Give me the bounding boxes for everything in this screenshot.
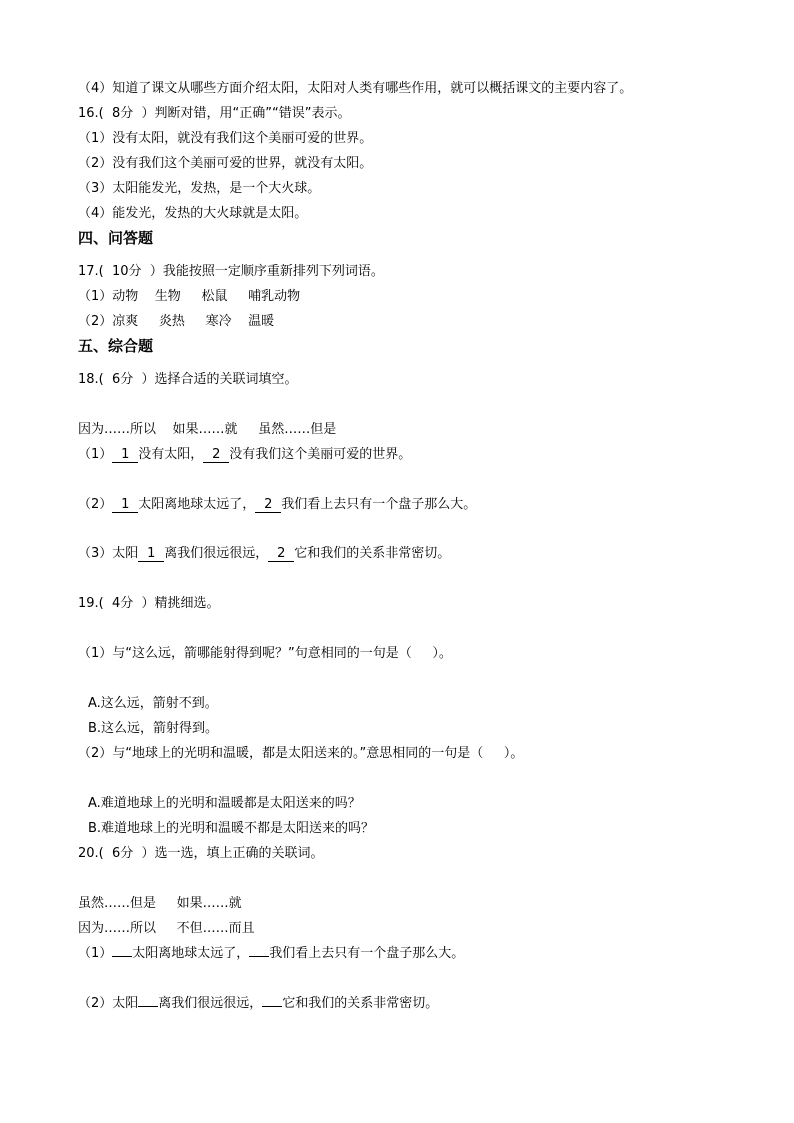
q17-header: 17.( 10分 ）我能按照一定顺序重新排列下列词语。	[78, 264, 384, 279]
blank-2[interactable]: 2	[203, 448, 229, 463]
q19-header: 19.( 4分 ）精挑细选。	[78, 596, 220, 611]
q18-sentence-2: （2） 1 太阳离地球太远了， 2 我们看上去只有一个盘子那么大。	[78, 497, 477, 512]
q19-part-1-option-b[interactable]: B.这么远，箭射得到。	[88, 721, 219, 736]
blank-1[interactable]: 1	[112, 498, 138, 513]
q18-header: 18.( 6分 ）选择合适的关联词填空。	[78, 372, 298, 387]
blank-2[interactable]: 2	[268, 547, 294, 562]
blank-1[interactable]	[112, 956, 132, 957]
q20-options-row-2: 因为……所以 不但……而且	[78, 921, 255, 936]
blank-1[interactable]: 1	[138, 547, 164, 562]
q18-sentence-1: （1） 1 没有太阳， 2 没有我们这个美丽可爱的世界。	[78, 447, 412, 462]
q15-item-4: （4）知道了课文从哪些方面介绍太阳，太阳对人类有哪些作用，就可以概括课文的主要内容了。	[78, 81, 633, 96]
q20-sentence-1: （1） 太阳离地球太远了， 我们看上去只有一个盘子那么大。	[78, 946, 465, 961]
blank-2[interactable]	[249, 956, 269, 957]
q16-item-3: （3）太阳能发光，发热，是一个大火球。	[78, 181, 321, 196]
blank-2[interactable]: 2	[255, 498, 281, 513]
q19-part-2: （2）与“地球上的光明和温暖，都是太阳送来的。”意思相同的一句是（ ）。	[78, 746, 524, 761]
q20-sentence-2: （2）太阳 离我们很远很远， 它和我们的关系非常密切。	[78, 996, 439, 1011]
blank-2[interactable]	[262, 1006, 282, 1007]
q16-item-1: （1）没有太阳，就没有我们这个美丽可爱的世界。	[78, 131, 373, 146]
blank-1[interactable]	[138, 1006, 158, 1007]
q17-item-1: （1）动物 生物 松鼠 哺乳动物	[78, 289, 301, 304]
section-5-heading: 五、综合题	[78, 337, 154, 355]
q16-item-4: （4）能发光，发热的大火球就是太阳。	[78, 206, 308, 221]
q16-item-2: （2）没有我们这个美丽可爱的世界，就没有太阳。	[78, 156, 373, 171]
q19-part-1-option-a[interactable]: A.这么远，箭射不到。	[88, 696, 218, 711]
blank-1[interactable]: 1	[112, 448, 138, 463]
q17-item-2: （2）凉爽 炎热 寒冷 温暖	[78, 314, 275, 329]
section-4-heading: 四、问答题	[78, 229, 154, 247]
q18-sentence-3: （3）太阳 1 离我们很远很远， 2 它和我们的关系非常密切。	[78, 546, 451, 561]
q18-options: 因为……所以 如果……就 虽然……但是	[78, 422, 337, 437]
q19-part-2-option-a[interactable]: A.难道地球上的光明和温暖都是太阳送来的吗？	[88, 796, 361, 811]
q19-part-2-option-b[interactable]: B.难道地球上的光明和温暖不都是太阳送来的吗？	[88, 821, 375, 836]
q19-part-1: （1）与“这么远，箭哪能射得到呢？”句意相同的一句是（ ）。	[78, 646, 452, 661]
q20-header: 20.( 6分 ）选一选，填上正确的关联词。	[78, 846, 324, 861]
q16-header: 16.( 8分 ）判断对错，用“正确”“错误”表示。	[78, 106, 351, 121]
q20-options-row-1: 虽然……但是 如果……就	[78, 896, 242, 911]
